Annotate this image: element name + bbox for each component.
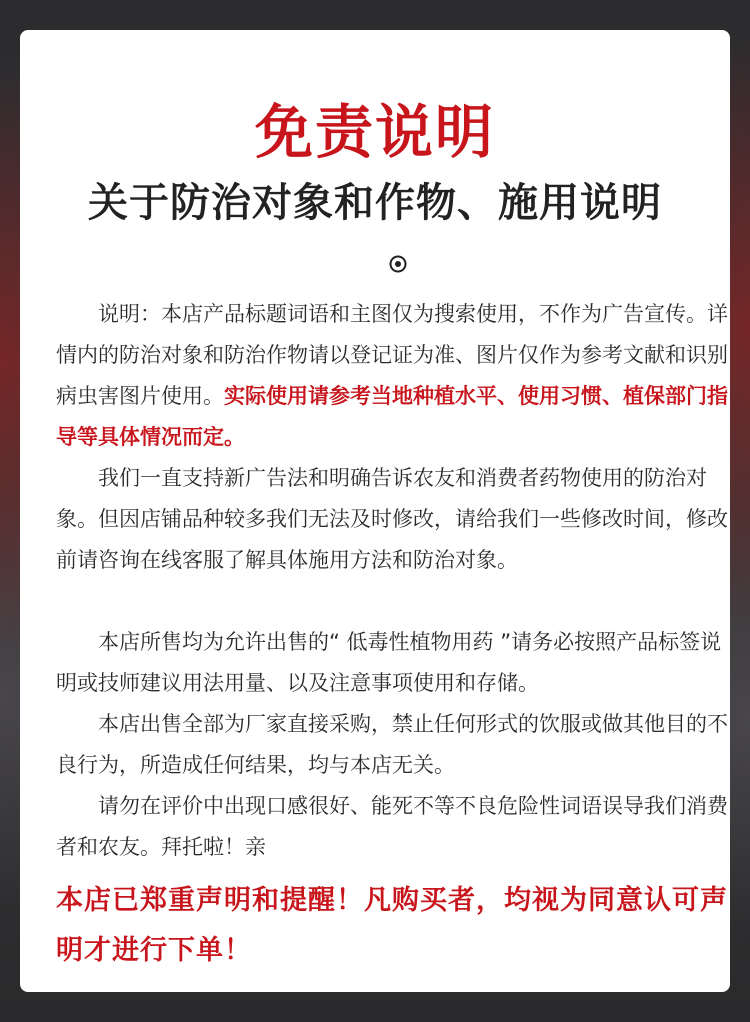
disclaimer-body (56, 294, 736, 976)
paragraph-ad-law: 我们一直支持新广告法和明确告诉农友和消费者药物使用的防治对象。但因店铺品种较多我们无法及时修改，请给我们一些修改时间，修改前请咨询在线客服了解具体施用方法和防治对象。 (56, 466, 728, 572)
paragraph-usage-note (56, 294, 736, 458)
paragraph-direct-purchase: 本店出售全部为厂家直接采购，禁止任何形式的饮服或做其他目的不良行为，所造成任何结果，均与本店无关。 (56, 712, 728, 777)
usage-note-highlight: 实际使用请参考当地种植水平、使用习惯、植保部门指导等具体情况而定。 (56, 384, 728, 449)
target-dot-icon (389, 255, 407, 273)
paragraph-review-request: 请勿在评价中出现口感很好、能死不等不良危险性词语误导我们消费者和农友。拜托啦！亲 (56, 794, 728, 859)
usage-note-text: 说明：本店产品标题词语和主图仅为搜索使用，不作为广告宣传。详情内的防治对象和防治作物请以登记证为准、图片仅作为参考文献和识别病虫害图片使用。 (56, 302, 728, 408)
disclaimer-title: 免责说明 (254, 98, 495, 166)
final-warning: 本店已郑重声明和提醒！凡购买者，均视为同意认可声明才进行下单！ (56, 885, 728, 966)
disclaimer-subtitle: 关于防治对象和作物、施用说明 (88, 180, 662, 226)
paragraph-spacer (56, 581, 736, 622)
disclaimer-card (20, 30, 730, 992)
paragraph-low-toxicity: 本店所售均为允许出售的“ 低毒性植物用药 ”请务必按照产品标签说明或技师建议用法用量、以及注意事项使用和存储。 (56, 630, 722, 695)
